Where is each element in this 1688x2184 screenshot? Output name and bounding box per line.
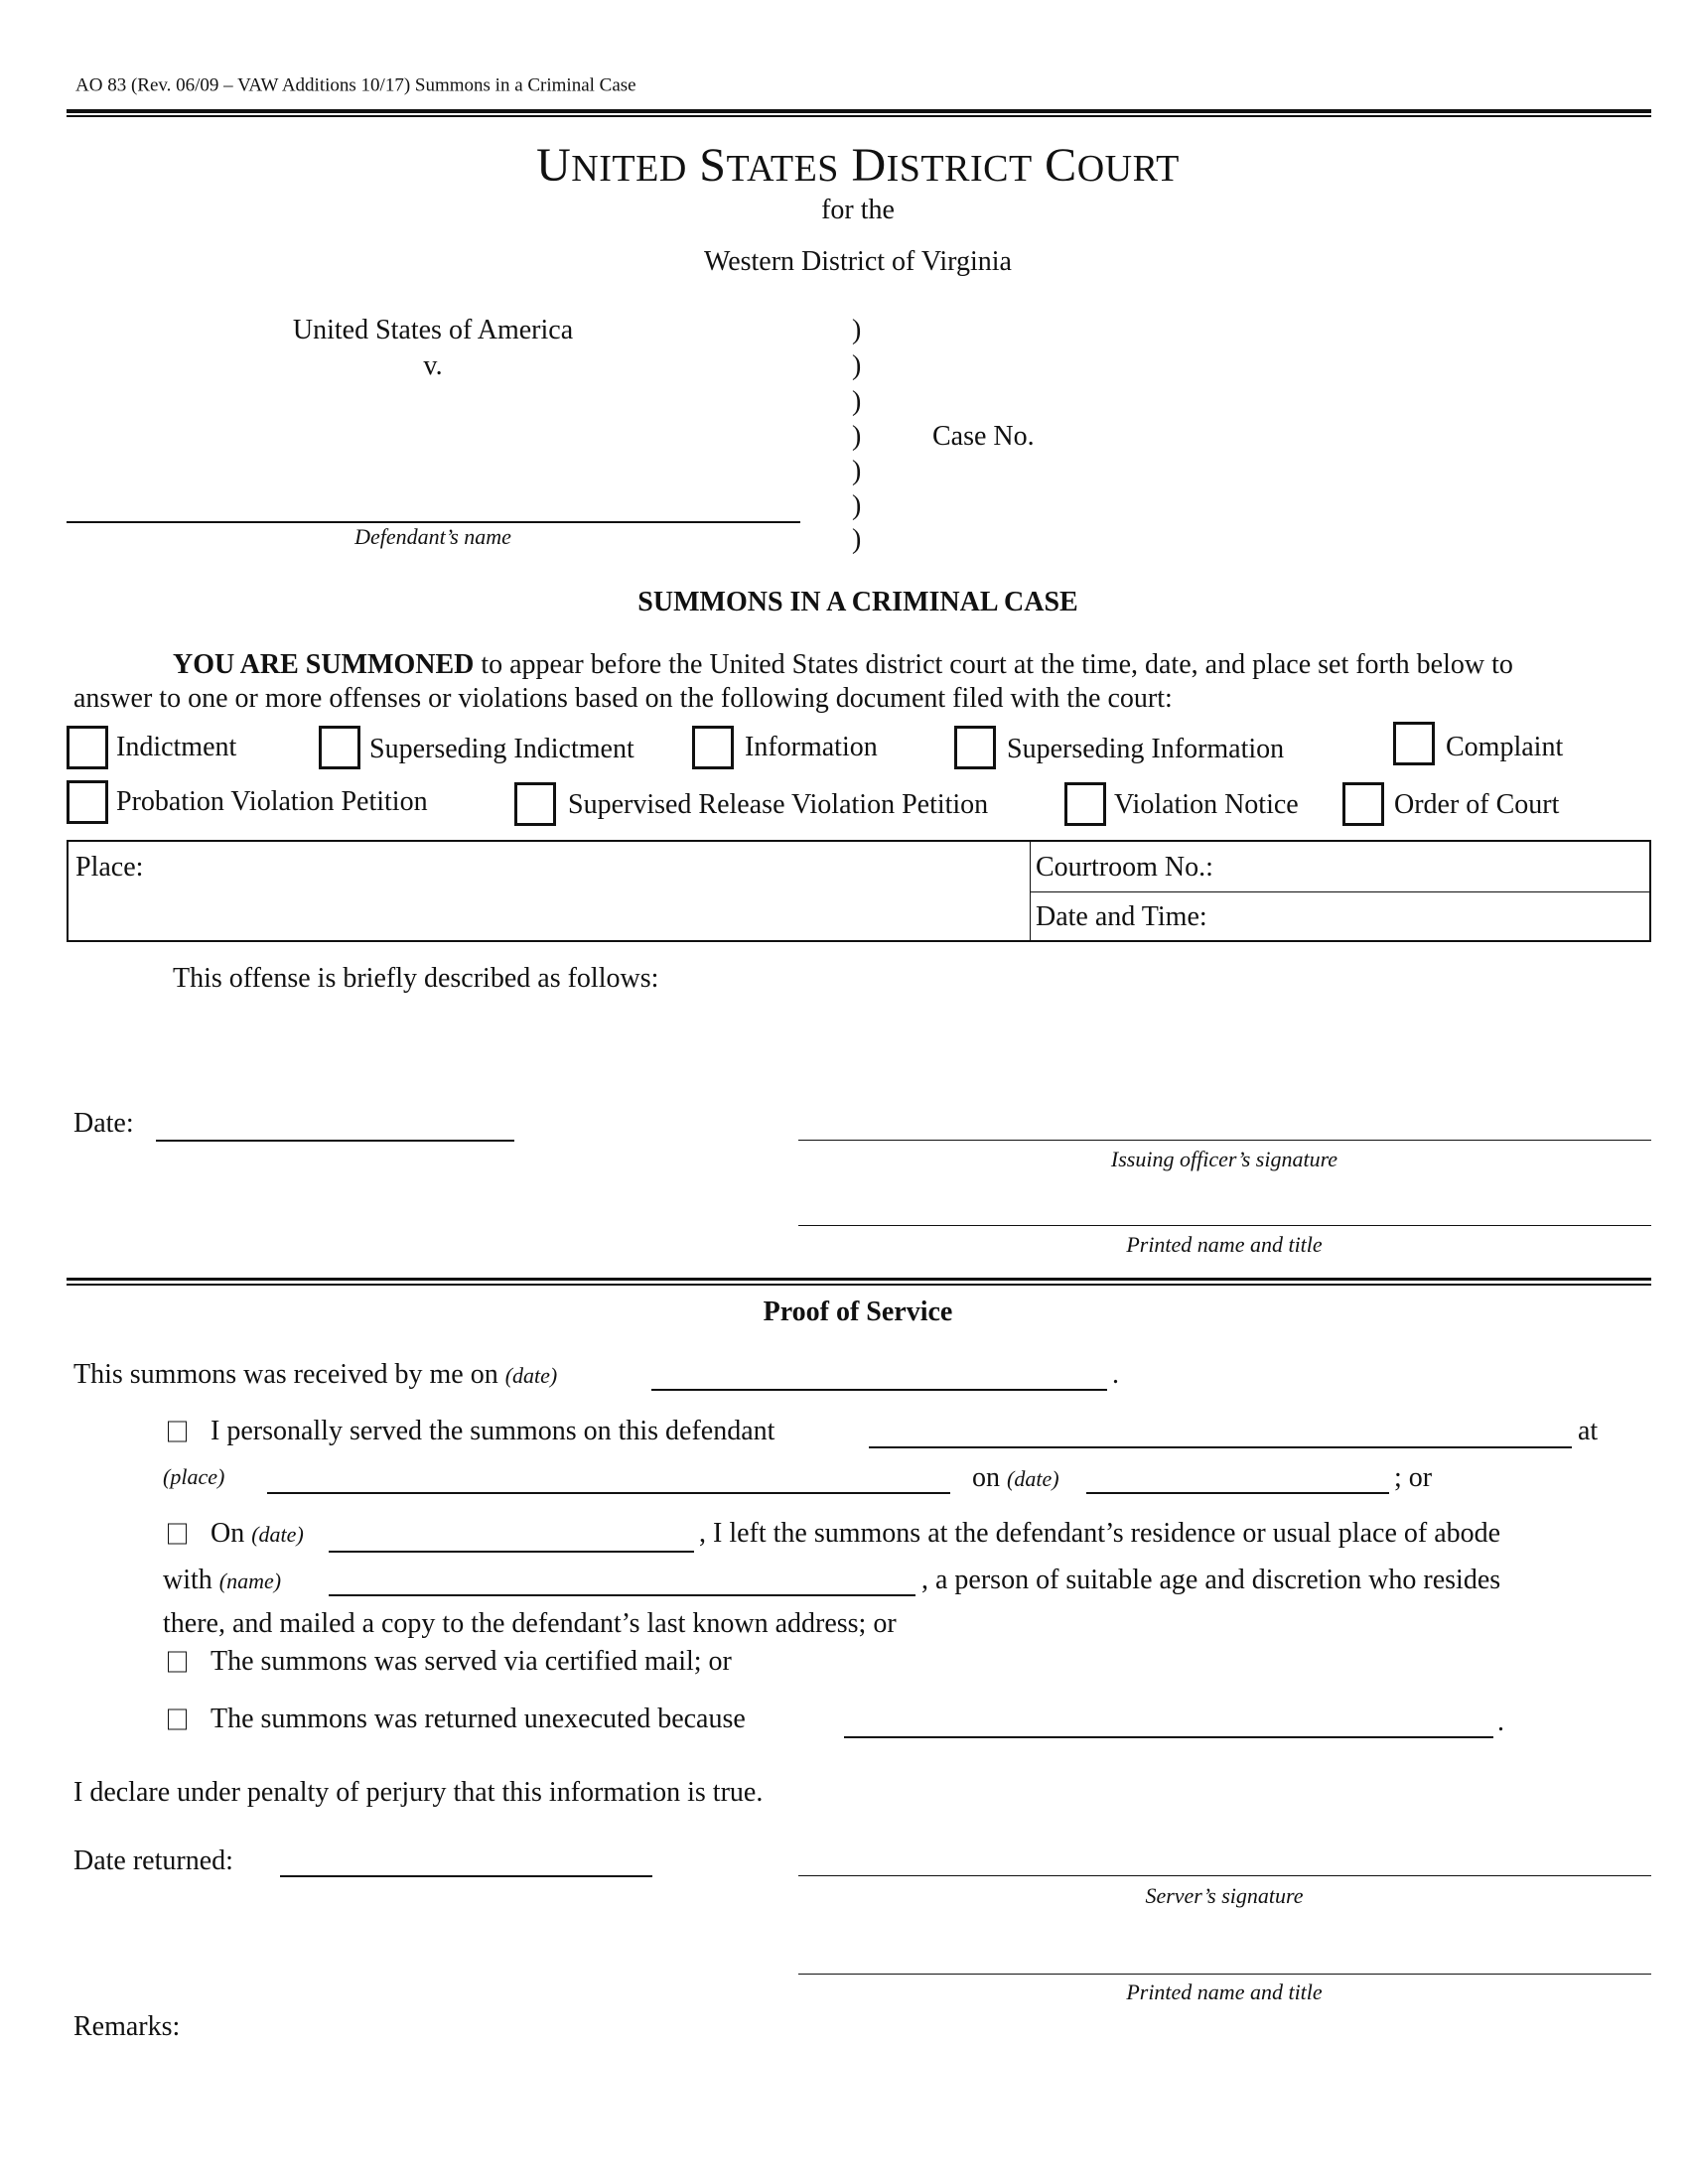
intro-line-1: YOU ARE SUMMONED to appear before the United States district court at the time, date, and place set forth below to <box>173 649 1513 680</box>
date-returned-field[interactable] <box>280 1875 652 1877</box>
datetime-label: Date and Time: <box>1036 901 1207 932</box>
person-text: , a person of suitable age and discretion who resides <box>921 1565 1501 1595</box>
paren: ) <box>852 421 862 452</box>
served-place-field[interactable] <box>267 1492 950 1494</box>
server-printed-name-field[interactable] <box>798 1974 1651 1975</box>
courtroom-label: Courtroom No.: <box>1036 852 1213 883</box>
header-rule-thin <box>67 115 1651 117</box>
paren: ) <box>852 386 862 417</box>
checkbox-supervised-release[interactable] <box>514 782 556 826</box>
section-rule-thin <box>67 1284 1651 1286</box>
place-table <box>67 840 1651 942</box>
defendant-name-label: Defendant’s name <box>354 524 511 549</box>
left-date-field[interactable] <box>329 1551 694 1553</box>
server-signature-field[interactable] <box>798 1875 1651 1876</box>
form-id: AO 83 (Rev. 06/09 – VAW Additions 10/17) Summons in a Criminal Case <box>75 74 636 96</box>
place-label: Place: <box>75 852 144 883</box>
label-violation-notice: Violation Notice <box>1114 789 1299 820</box>
paren: ) <box>852 350 862 381</box>
checkbox-indictment[interactable] <box>67 726 108 769</box>
date-returned-label: Date returned: <box>73 1845 233 1876</box>
label-complaint: Complaint <box>1446 732 1564 762</box>
checkbox-superseding-indictment[interactable] <box>319 726 360 769</box>
checkbox-certified-mail[interactable] <box>168 1652 187 1673</box>
with-name-text: with (name) <box>163 1565 282 1595</box>
defendant-name-field[interactable] <box>67 521 800 523</box>
period: . <box>1497 1706 1504 1737</box>
on-date-text: on (date) <box>972 1462 1059 1493</box>
label-superseding-information: Superseding Information <box>1007 734 1285 764</box>
place-hint: (place) <box>163 1464 225 1489</box>
declare-text: I declare under penalty of perjury that this information is true. <box>73 1777 764 1808</box>
checkbox-complaint[interactable] <box>1393 722 1435 765</box>
semi-or: ; or <box>1394 1462 1433 1493</box>
label-probation-violation: Probation Violation Petition <box>116 786 428 817</box>
table-divider <box>1030 891 1649 892</box>
left-text: , I left the summons at the defendant’s residence or usual place of abode <box>699 1518 1501 1549</box>
label-information: Information <box>745 732 878 762</box>
checkbox-probation-violation[interactable] <box>67 780 108 824</box>
label-indictment: Indictment <box>116 732 237 762</box>
unexecuted-reason-field[interactable] <box>844 1736 1493 1738</box>
paren: ) <box>852 524 862 555</box>
offense-label: This offense is briefly described as follows: <box>173 963 659 994</box>
intro-line-2: answer to one or more offenses or violations based on the following document filed with the court: <box>73 683 1173 714</box>
issuing-signature-field[interactable] <box>798 1140 1651 1141</box>
unexecuted-text: The summons was returned unexecuted because <box>211 1704 746 1734</box>
paren: ) <box>852 490 862 521</box>
received-date-field[interactable] <box>651 1389 1107 1391</box>
on-date-text: On (date) <box>211 1518 304 1549</box>
case-no-label: Case No. <box>932 421 1035 452</box>
for-the: for the <box>821 195 895 225</box>
court-title: UNITED STATES DISTRICT COURT <box>536 139 1180 192</box>
remarks-label: Remarks: <box>73 2011 181 2042</box>
printed-name-field[interactable] <box>798 1225 1651 1226</box>
header-rule <box>67 109 1651 113</box>
served-date-field[interactable] <box>1086 1492 1389 1494</box>
checkbox-left-at-residence[interactable] <box>168 1524 187 1545</box>
checkbox-unexecuted[interactable] <box>168 1709 187 1730</box>
summons-heading: SUMMONS IN A CRIMINAL CASE <box>637 587 1078 617</box>
person-name-field[interactable] <box>329 1594 915 1596</box>
date-label: Date: <box>73 1108 134 1139</box>
checkbox-personally-served[interactable] <box>168 1422 187 1442</box>
label-superseding-indictment: Superseding Indictment <box>369 734 634 764</box>
paren: ) <box>852 315 862 345</box>
mailed-text: there, and mailed a copy to the defendant’s last known address; or <box>163 1608 897 1639</box>
section-rule <box>67 1278 1651 1281</box>
paren: ) <box>852 456 862 486</box>
period: . <box>1112 1359 1119 1390</box>
label-order-of-court: Order of Court <box>1394 789 1560 820</box>
received-text: This summons was received by me on (date) <box>73 1359 558 1390</box>
printed-name-label: Printed name and title <box>1126 1232 1323 1257</box>
checkbox-information[interactable] <box>692 726 734 769</box>
server-signature-label: Server’s signature <box>1145 1883 1304 1908</box>
at-text: at <box>1578 1416 1599 1446</box>
personal-text: I personally served the summons on this defendant <box>211 1416 775 1446</box>
checkbox-order-of-court[interactable] <box>1342 782 1384 826</box>
date-field[interactable] <box>156 1140 514 1142</box>
versus: v. <box>423 350 443 381</box>
plaintiff: United States of America <box>292 315 574 345</box>
checkbox-superseding-information[interactable] <box>954 726 996 769</box>
certified-text: The summons was served via certified mail; or <box>211 1646 732 1677</box>
checkbox-violation-notice[interactable] <box>1064 782 1106 826</box>
defendant-served-field[interactable] <box>869 1446 1572 1448</box>
issuing-signature-label: Issuing officer’s signature <box>1110 1147 1338 1171</box>
proof-heading: Proof of Service <box>763 1297 953 1327</box>
server-printed-name-label: Printed name and title <box>1126 1979 1323 2004</box>
label-supervised-release: Supervised Release Violation Petition <box>568 789 989 820</box>
district: Western District of Virginia <box>704 246 1012 277</box>
